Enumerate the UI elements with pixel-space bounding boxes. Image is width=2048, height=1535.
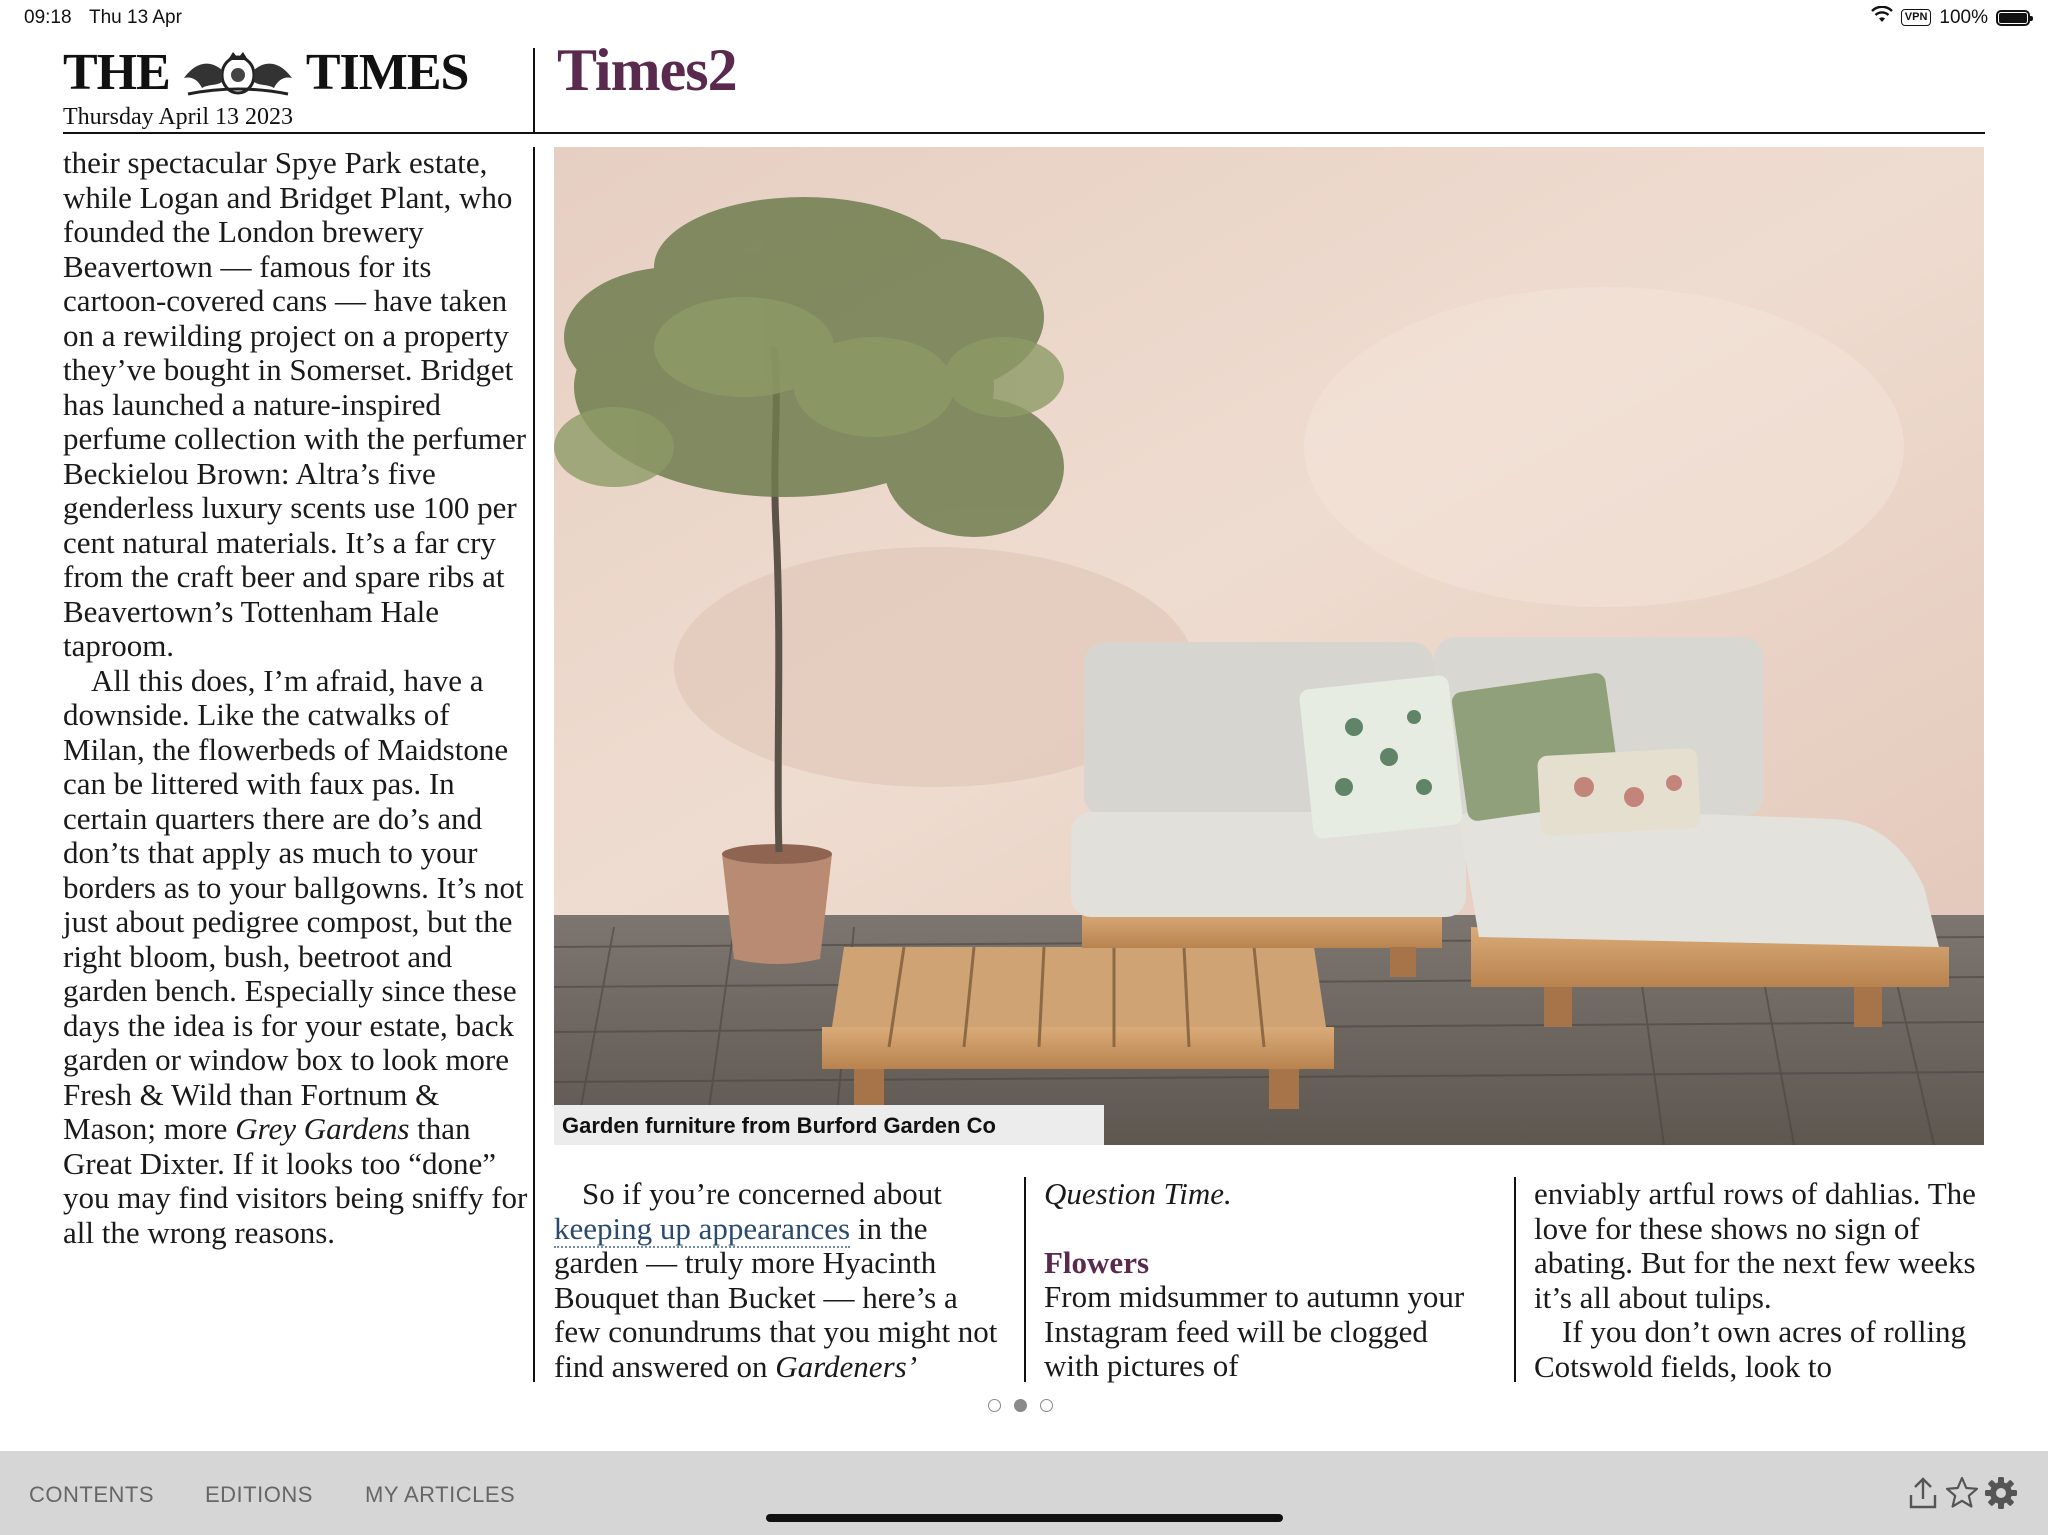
column-divider: [533, 147, 535, 1382]
edition-date: Thursday April 13 2023: [63, 104, 293, 130]
masthead: [63, 44, 533, 134]
battery-percent: 100%: [1939, 6, 1988, 28]
status-right: [1871, 6, 2030, 29]
logo-text-left: THE: [63, 44, 170, 101]
page-dot-active[interactable]: [1014, 1399, 1027, 1412]
article-link[interactable]: keeping up appearances: [554, 1210, 851, 1246]
article-paragraph: their spectacular Spye Park estate, while Logan and Bridget Plant, who founded the London brewery Beavertown — famous for its cartoon-covered cans — have taken on a rewilding project on a property they’ve bought in Somerset. Bridget has launched a nature-inspired perfume collection with the perfumer Beckielou Brown: Altra’s five genderless luxury scents use 100 per cent natural materials. It’s a far cry from the craft beer and spare ribs at Beavertown’s Tottenham Hale taproom.: [63, 145, 527, 663]
article-column-2: [1044, 1177, 1474, 1384]
article-column-3: [1534, 1177, 1984, 1384]
star-icon[interactable]: [1942, 1473, 1982, 1513]
status-time: 09:18: [24, 7, 72, 28]
tab-contents[interactable]: CONTENTS: [29, 1482, 154, 1507]
vpn-badge: VPN: [1901, 9, 1932, 26]
article-column-left: [63, 146, 528, 1250]
section-subhead: Flowers: [1044, 1244, 1150, 1280]
home-indicator: [766, 1514, 1283, 1522]
article-paragraph: Question Time.: [1044, 1176, 1232, 1211]
bottom-toolbar: [0, 1451, 2048, 1535]
article-column-1: [554, 1177, 1009, 1384]
article-paragraph: If you don’t own acres of rolling Cotswold fields, look to: [1534, 1314, 1967, 1384]
section-title: Times2: [557, 37, 737, 103]
article-paragraph: All this does, I’m afraid, have a downside. Like the catwalks of Milan, the flowerbeds of Maidstone can be littered with faux pas. In certain quarters there are do’s and don’ts that apply as much to your borders as to your ballgowns. It’s not just about pedigree compost, but the right bloom, bush, beetroot and garden bench. Especially since these days the idea is for your estate, back garden or window box to look more Fresh & Wild than Fortnum & Mason; more Grey Gardens than Great Dixter. If it looks too “done” you may find visitors being sniffy for all the wrong reasons.: [63, 662, 528, 1250]
article-image[interactable]: [554, 147, 1984, 1145]
gear-icon[interactable]: [1981, 1473, 2021, 1513]
page-dot[interactable]: [1040, 1399, 1053, 1412]
status-date: Thu 13 Apr: [89, 7, 182, 28]
times-logo[interactable]: [63, 44, 533, 102]
article-paragraph: From midsummer to autumn your Instagram feed will be clogged with pictures of: [1044, 1279, 1465, 1383]
logo-text-right: TIMES: [305, 44, 469, 101]
image-caption: Garden furniture from Burford Garden Co: [554, 1105, 1104, 1145]
tab-editions[interactable]: EDITIONS: [205, 1482, 313, 1507]
masthead-divider: [533, 48, 535, 132]
crest-icon: [178, 48, 298, 98]
article-paragraph: enviably artful rows of dahlias. The love for these shows no sign of abating. But for the next few weeks it’s all about tulips.: [1534, 1176, 1976, 1315]
share-icon[interactable]: [1903, 1473, 1943, 1513]
tab-my-articles[interactable]: MY ARTICLES: [365, 1482, 516, 1507]
column-divider: [1514, 1177, 1516, 1382]
wifi-icon: [1871, 6, 1893, 29]
page-dot[interactable]: [988, 1399, 1001, 1412]
page-indicator[interactable]: [988, 1399, 1053, 1412]
column-divider: [1024, 1177, 1026, 1382]
article-paragraph: So if you’re concerned about keeping up appearances in the garden — truly more Hyacinth Bouquet than Bucket — here’s a few conundrums that you might not find answered on Gardeners’: [554, 1176, 998, 1384]
battery-icon: [1996, 10, 2030, 26]
header-rule: [63, 132, 1985, 134]
status-bar: [0, 0, 2048, 36]
